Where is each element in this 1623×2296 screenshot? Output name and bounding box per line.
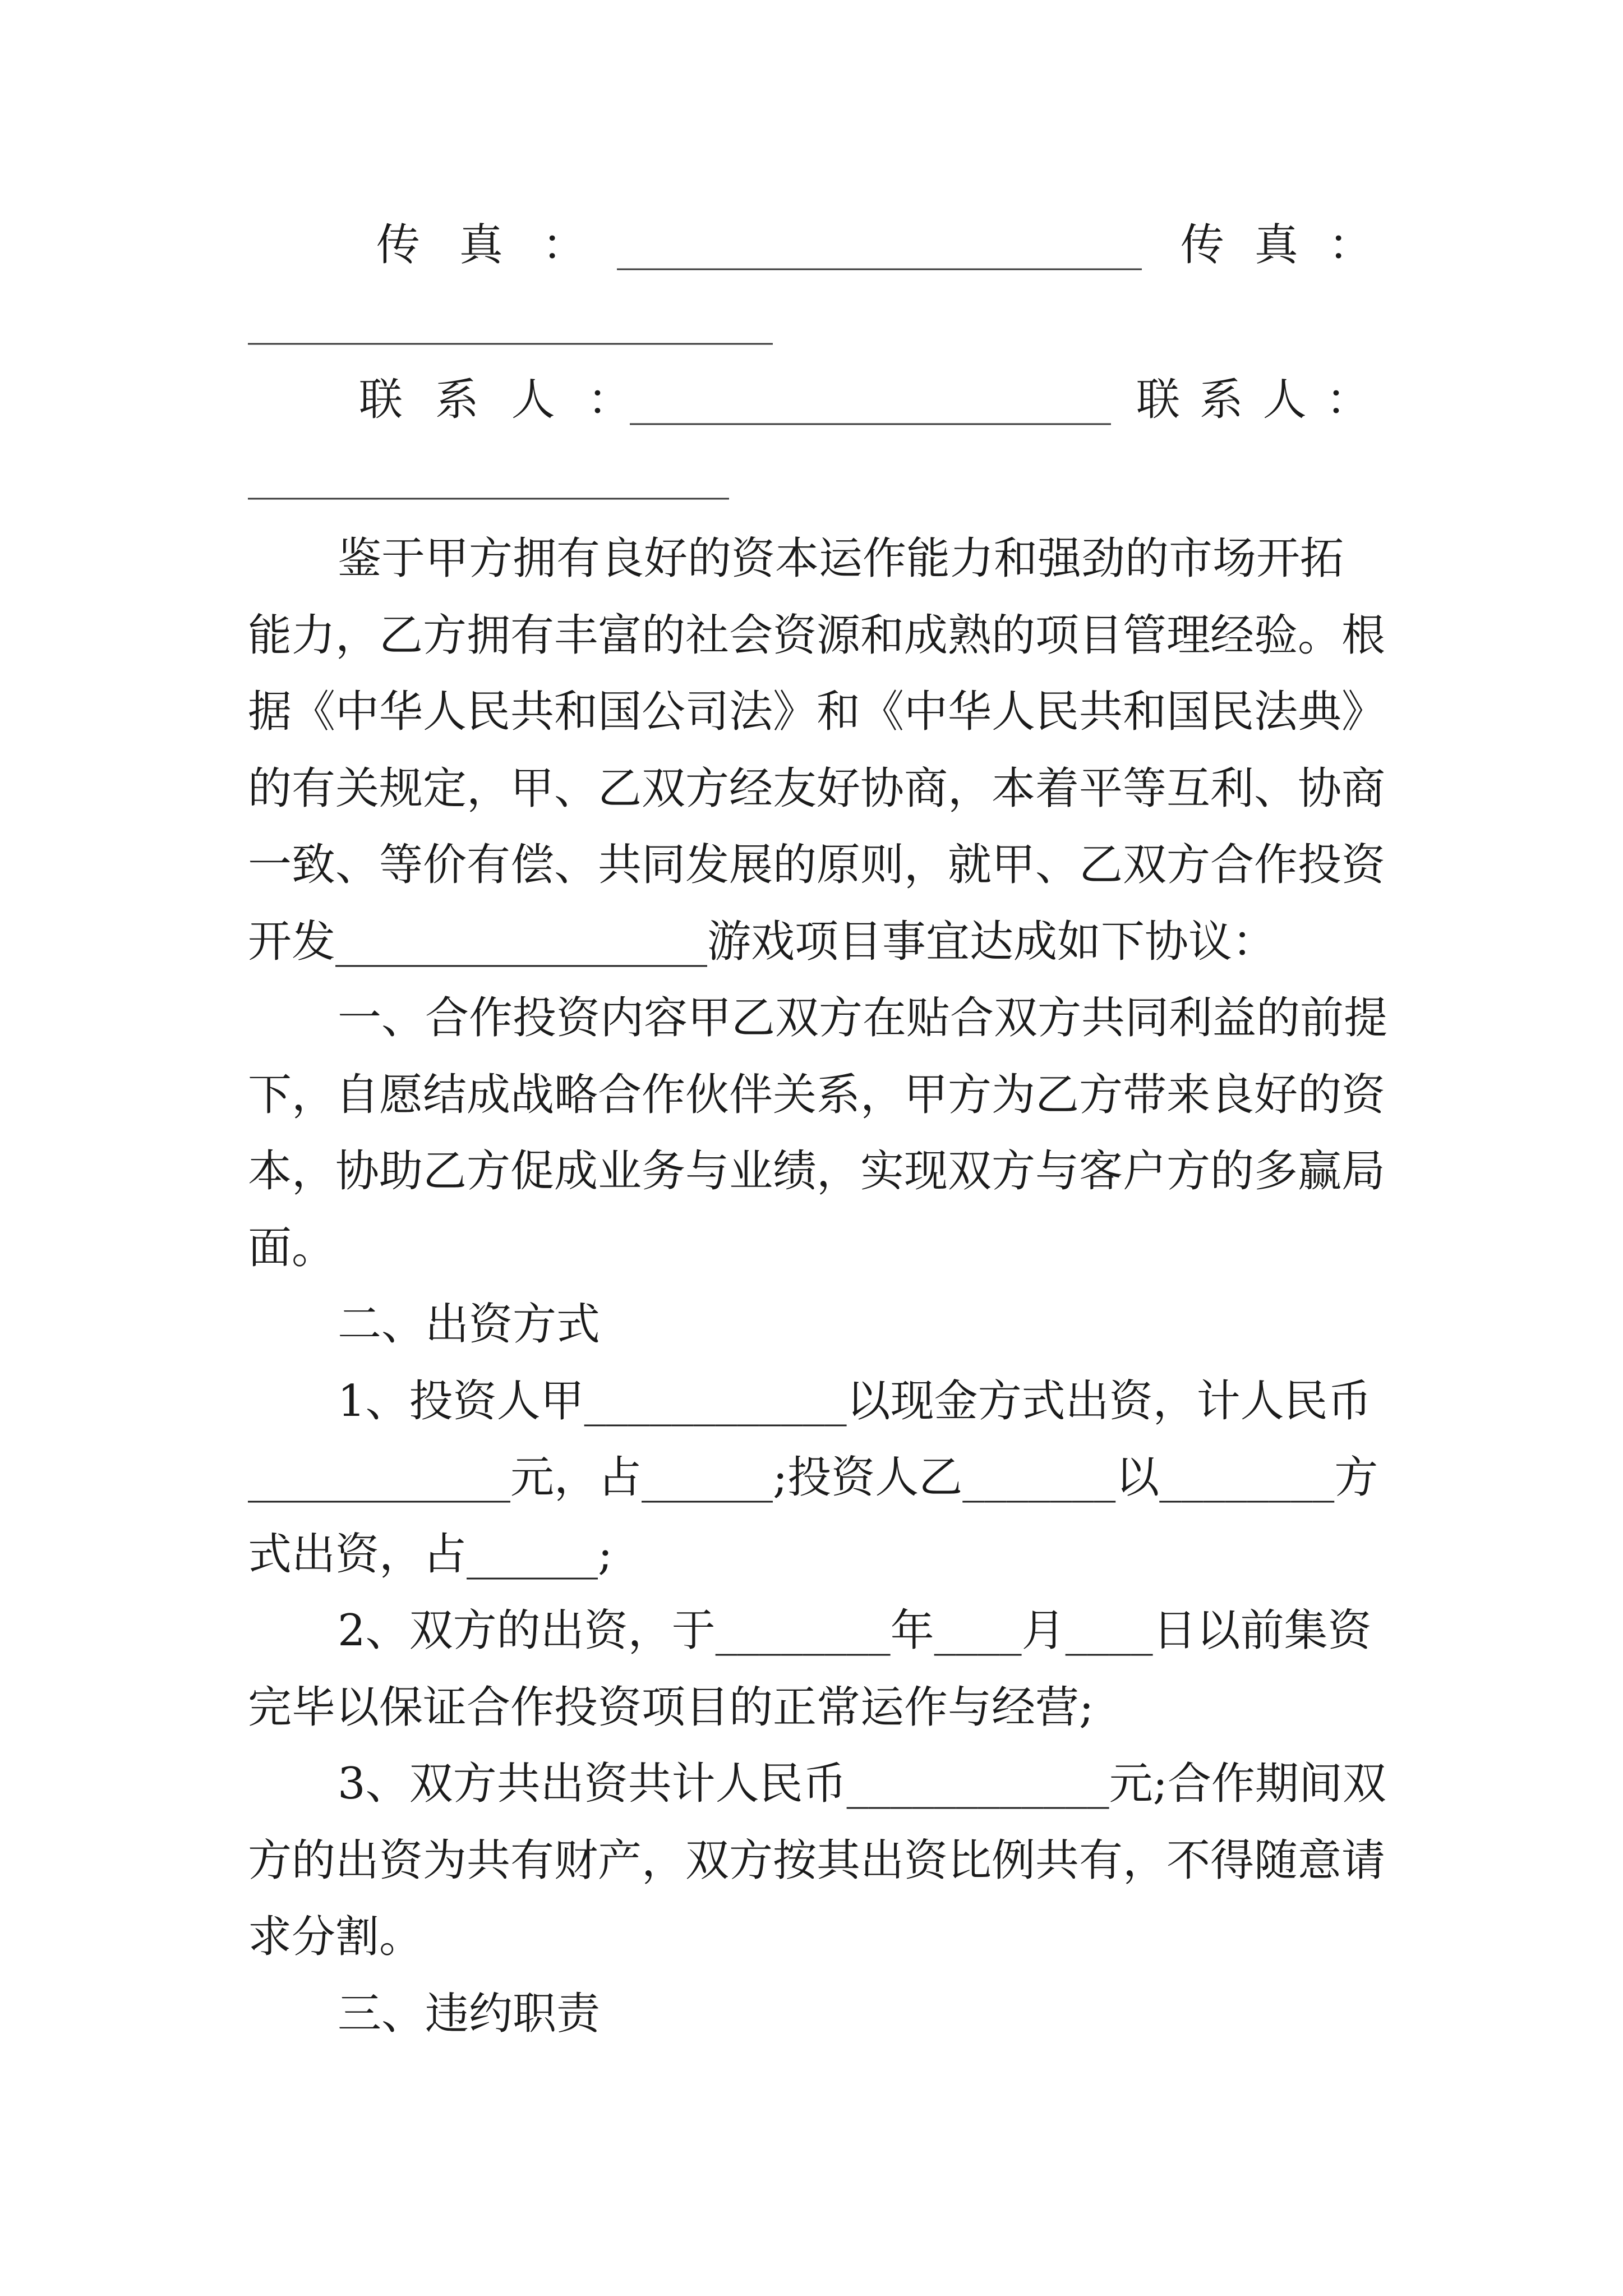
section-heading: 二、出资方式 bbox=[338, 1299, 601, 1350]
paragraph-line: 一致、等价有偿、共同发展的原则，就甲、乙双方合作投资 bbox=[248, 840, 1386, 890]
paragraph-line: 2、双方的出资，于________年____月____日以前集资 bbox=[338, 1605, 1372, 1656]
fax-blank-party-b: ________________________ bbox=[248, 295, 773, 345]
contact-label-party-b: 联 系 人 ： bbox=[1136, 375, 1370, 425]
paragraph-line: 方的出资为共有财产，双方按其出资比例共有，不得随意请 bbox=[248, 1835, 1386, 1886]
fax-blank-party-a: ________________________ bbox=[617, 220, 1142, 270]
paragraph-line: 面。 bbox=[248, 1222, 336, 1273]
paragraph-line: 据《中华人民共和国公司法》和《中华人民共和国民法典》 bbox=[248, 687, 1386, 737]
paragraph-line: 一、合作投资内容甲乙双方在贴合双方共同利益的前提 bbox=[338, 993, 1388, 1043]
paragraph-line: 下，自愿结成战略合作伙伴关系，甲方为乙方带来良好的资 bbox=[248, 1069, 1386, 1120]
fax-label-party-b: 传 真 ： bbox=[1181, 220, 1372, 270]
contact-blank-party-a: ______________________ bbox=[630, 375, 1111, 425]
paragraph-preamble bbox=[248, 521, 1392, 980]
section-heading-3 bbox=[248, 1976, 1392, 2053]
clause-2-3 bbox=[248, 1746, 1392, 1976]
contact-label-party-a: 联 系 人 ： bbox=[359, 375, 631, 425]
paragraph-section-1 bbox=[248, 980, 1392, 1286]
paragraph-line: 的有关规定，甲、乙双方经友好协商，本着平等互利、协商 bbox=[248, 763, 1386, 814]
clause-2-2 bbox=[248, 1593, 1392, 1746]
paragraph-line: 本，协助乙方促成业务与业绩，实现双方与客户方的多赢局 bbox=[248, 1146, 1386, 1197]
agreement-body bbox=[248, 521, 1392, 2052]
paragraph-line: 式出资，占______; bbox=[248, 1529, 613, 1580]
paragraph-line: 鉴于甲方拥有良好的资本运作能力和强劲的市场开拓 bbox=[338, 533, 1344, 584]
paragraph-line: 求分割。 bbox=[248, 1912, 423, 1962]
paragraph-line: 能力，乙方拥有丰富的社会资源和成熟的项目管理经验。根 bbox=[248, 610, 1386, 661]
paragraph-line: 1、投资人甲____________以现金方式出资，计人民币 bbox=[338, 1375, 1372, 1427]
paragraph-line: 3、双方共出资共计人民币____________元;合作期间双 bbox=[338, 1759, 1386, 1809]
paragraph-line: ____________元，占______;投资人乙_______以________方 bbox=[248, 1452, 1378, 1503]
section-heading: 三、违约职责 bbox=[338, 1988, 601, 2039]
clause-2-1 bbox=[248, 1363, 1392, 1593]
paragraph-line: 完毕以保证合作投资项目的正常运作与经营; bbox=[248, 1682, 1094, 1733]
paragraph-line: 开发_________________游戏项目事宜达成如下协议： bbox=[248, 916, 1276, 967]
fax-label-party-a: 传 真 ： bbox=[376, 220, 586, 270]
contact-blank-party-b: ______________________ bbox=[248, 449, 729, 500]
section-heading-2 bbox=[248, 1286, 1392, 1363]
